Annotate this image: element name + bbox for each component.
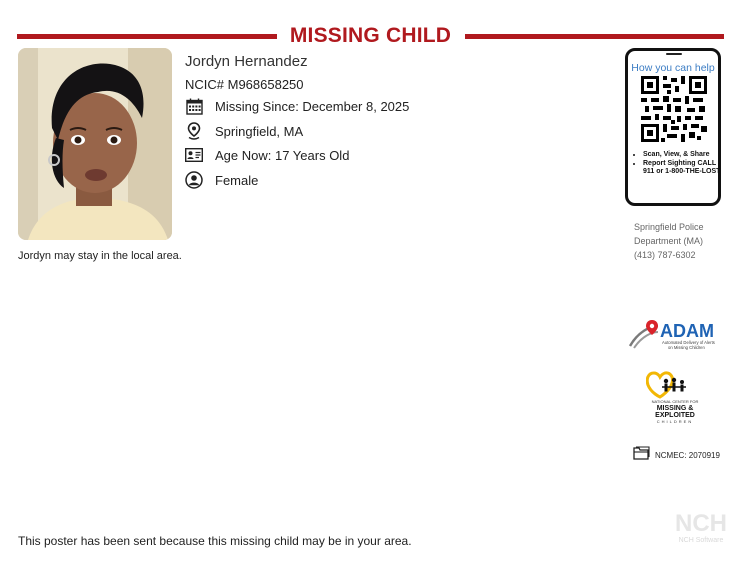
ncmec-logo [646,369,704,427]
footer-note: This poster has been sent because this missing child may be in your area. [18,534,412,548]
adam-logo [628,318,720,356]
agency-contact [634,220,734,262]
help-heading: How you can help [631,62,715,74]
id-card-icon [185,146,203,164]
agency-name-line2: Department (MA) [634,236,704,246]
agency-name-line1: Springfield Police [634,222,704,232]
portrait-image [18,48,172,240]
nch-mark: NCH [675,510,727,537]
folder-icon [633,446,650,465]
missing-since: Missing Since: December 8, 2025 [215,98,410,114]
location: Springfield, MA [215,123,304,139]
ncmec-line-4: CHILDREN [656,419,694,424]
poster-title: MISSING CHILD [289,24,452,47]
agency-phone: (413) 787-6302 [634,250,696,260]
location-row [185,121,303,141]
ncmec-line-3: EXPLOITED [655,412,695,419]
help-list [632,151,721,177]
adam-subtitle-2: on Missing Children [668,345,705,350]
gender: Female [215,172,259,188]
photo-caption: Jordyn may stay in the local area. [18,250,182,262]
ncmec-case-number: NCMEC: 2070919 [655,451,720,460]
qr-code-icon[interactable] [641,76,707,142]
calendar-icon [185,97,203,115]
location-pin-icon [185,122,203,140]
child-name: Jordyn Hernandez [185,53,308,70]
gender-row [185,170,258,190]
age-row [185,145,349,165]
phone-notch [666,53,682,55]
ncmec-line-2: MISSING & [656,405,694,412]
age-now: Age Now: 17 Years Old [215,147,350,163]
help-item-report: • Report Sighting CALL 911 or 1-800-THE-LOST [643,160,721,177]
nch-subtitle: NCH Software [678,537,724,544]
missing-since-row [185,96,409,116]
adam-subtitle-1: Automated Delivery of Alerts [662,340,715,345]
ncic-number: NCIC# M968658250 [185,77,304,92]
adam-title: ADAM [660,321,714,341]
phone-card [625,48,721,206]
person-icon [185,171,203,189]
ncmec-line-1: NATIONAL CENTER FOR [651,399,699,404]
ncmec-case-row [633,446,720,465]
nch-watermark-logo [671,505,731,545]
child-photo [18,48,172,240]
help-item-scan: • Scan, View, & Share [643,151,721,160]
